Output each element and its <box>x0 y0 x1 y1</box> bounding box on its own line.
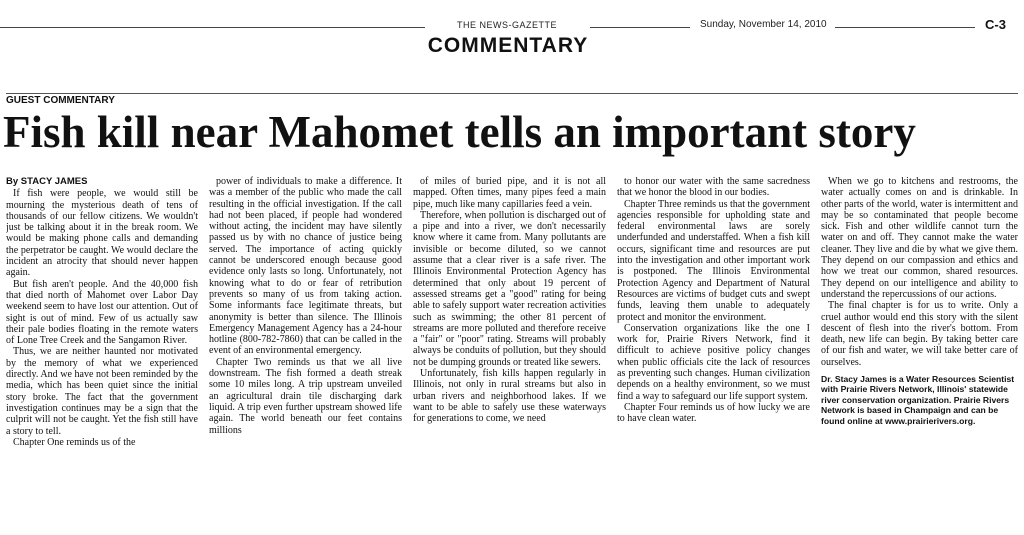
paper-name: THE NEWS-GAZETTE <box>457 20 557 30</box>
masthead-rule-left <box>0 27 425 28</box>
paragraph: Conservation organizations like the one I work for, Prairie Rivers Network, find it difficult to achieve positive policy changes when public officials cite the lack of resources as preventing such changes. Human civilization depends on a healthy environment, so we must find a way to safeguard our life support system. <box>617 322 810 402</box>
headline: Fish kill near Mahomet tells an important story <box>3 107 916 157</box>
byline: By STACY JAMES <box>6 176 88 187</box>
paragraph: of miles of buried pipe, and it is not all mapped. Often times, many pipes feed a main pipe, much like many capillaries feed a vein. <box>413 176 606 210</box>
page-number: C-3 <box>985 17 1006 32</box>
article-column-4 <box>617 176 810 528</box>
paragraph: Chapter Two reminds us that we all live downstream. The fish formed a death streak some 10 miles long. A trip upstream unveiled an agricultural drain tile discharging dark liquid. A trip even further upstream showed life again. The world beneath our feet contains millions <box>209 356 402 436</box>
paragraph: Chapter One reminds us of the <box>13 436 136 448</box>
article-column-5 <box>821 176 1018 528</box>
paragraph: Unfortunately, fish kills happen regularly in Illinois, not only in rural streams but also in urban rivers and neighborhood lakes. If we want to be able to safely use these waterways for generations to come, we need <box>413 368 606 425</box>
article-column-3 <box>413 176 606 528</box>
masthead-rule-right <box>835 27 975 28</box>
article-column-2 <box>209 176 402 528</box>
paragraph: Chapter Four reminds us of how lucky we are to have clean water. <box>617 401 810 425</box>
paragraph: Chapter Three reminds us that the government agencies responsible for upholding state and federal environmental laws are sorely underfunded and understaffed. When a fish kill occurs, significant time and resources are put into the investigation and other important work is postponed. The Illinois Environmental Protection Agency and Department of Natural Resources are victims of budget cuts and swept funds, leaving them unable to adequately protect and monitor the environment. <box>617 198 810 323</box>
masthead-rule-middle <box>590 27 690 28</box>
author-bio: Dr. Stacy James is a Water Resources Scientist with Prairie Rivers Network, Illinois' statewide river conservation organization. Prairie Rivers Network is based in Champaign and can be found online at www.prairierivers.org. <box>821 374 1015 426</box>
kicker-rule <box>6 93 1018 94</box>
paragraph: power of individuals to make a difference. It was a member of the public who made the call resulting in the official investigation. If the call had not been placed, if people had wondered without acting, the incident may have silently passed us by with no chance of justice being served. The importance of acting quickly cannot be underscored enough because good evidence only lasts so long. Unfortunately, not knowing what to do or fear of retribution prevents so many of us from taking action. Some informants face legitimate threats, but anonymity is better than silence. The Illinois Emergency Management Agency has a 24-hour hotline (800-782-7860) that can be called in the event of an environmental emergency. <box>209 176 402 357</box>
paragraph: Therefore, when pollution is discharged out of a pipe and into a river, we don't necessarily know where it came from. Many pollutants are invisible or become diluted, so we cannot assume that a clear river is a safe river. The Illinois Environmental Protection Agency has determined that only about 19 percent of assessed streams get a "good" rating for being able to safely support water recreation activities such as swimming; the other 81 percent of streams are more polluted and therefore receive a "fair" or "poor" rating. Streams will probably always be conduits of pollution, but they should not be dumping grounds or treated like sewers. <box>413 209 606 368</box>
kicker-label: GUEST COMMENTARY <box>6 95 115 106</box>
paragraph: If fish were people, we would still be mourning the mysterious death of tens of thousands of our fellow citizens. We wouldn't just be talking about it in the break room. We would be making phone calls and demanding the perpetrator be caught. We would declare the incident an atrocity that should never happen again. <box>6 188 198 279</box>
paragraph: to honor our water with the same sacredness that we honor the blood in our bodies. <box>617 176 810 199</box>
section-title: COMMENTARY <box>427 34 589 57</box>
paragraph: When we go to kitchens and restrooms, the water actually comes on and is drinkable. In other parts of the world, water is intermittent and may be so contaminated that people become sick. Fish and other wildlife cannot turn the water on and off. They cannot make the water cleaner. They live and die by what we give them. They depend on our compassion and ethics and how we treat our common, shared resources. They depend on our intelligence and ability to understand the repercussions of our actions. <box>821 176 1018 300</box>
masthead <box>0 0 1024 70</box>
paragraph: Thus, we are neither haunted nor motivated by the memory of what we experienced directly. And we have not been reminded by the media, which has been quiet since the initial story broke. The fact that the government investigation continues may be a sign that the culprit will not be caught. Yet the fish still have a story to tell. <box>6 346 198 437</box>
paragraph: The final chapter is for us to write. Only a cruel author would end this story with the silent descent of flesh into the river's bottom. From death, new life can begin. By taking better care of our fish and water, we will take better care of ourselves. <box>821 300 1018 368</box>
paragraph: But fish aren't people. And the 40,000 fish that died north of Mahomet over Labor Day weekend seem to have lost our attention. Out of sight is out of mind. Few of us actually saw their pale bodies floating in the remote waters of Lone Tree Creek and the Sangamon River. <box>6 278 198 347</box>
issue-date: Sunday, November 14, 2010 <box>700 19 827 30</box>
article-column-1 <box>6 176 198 528</box>
